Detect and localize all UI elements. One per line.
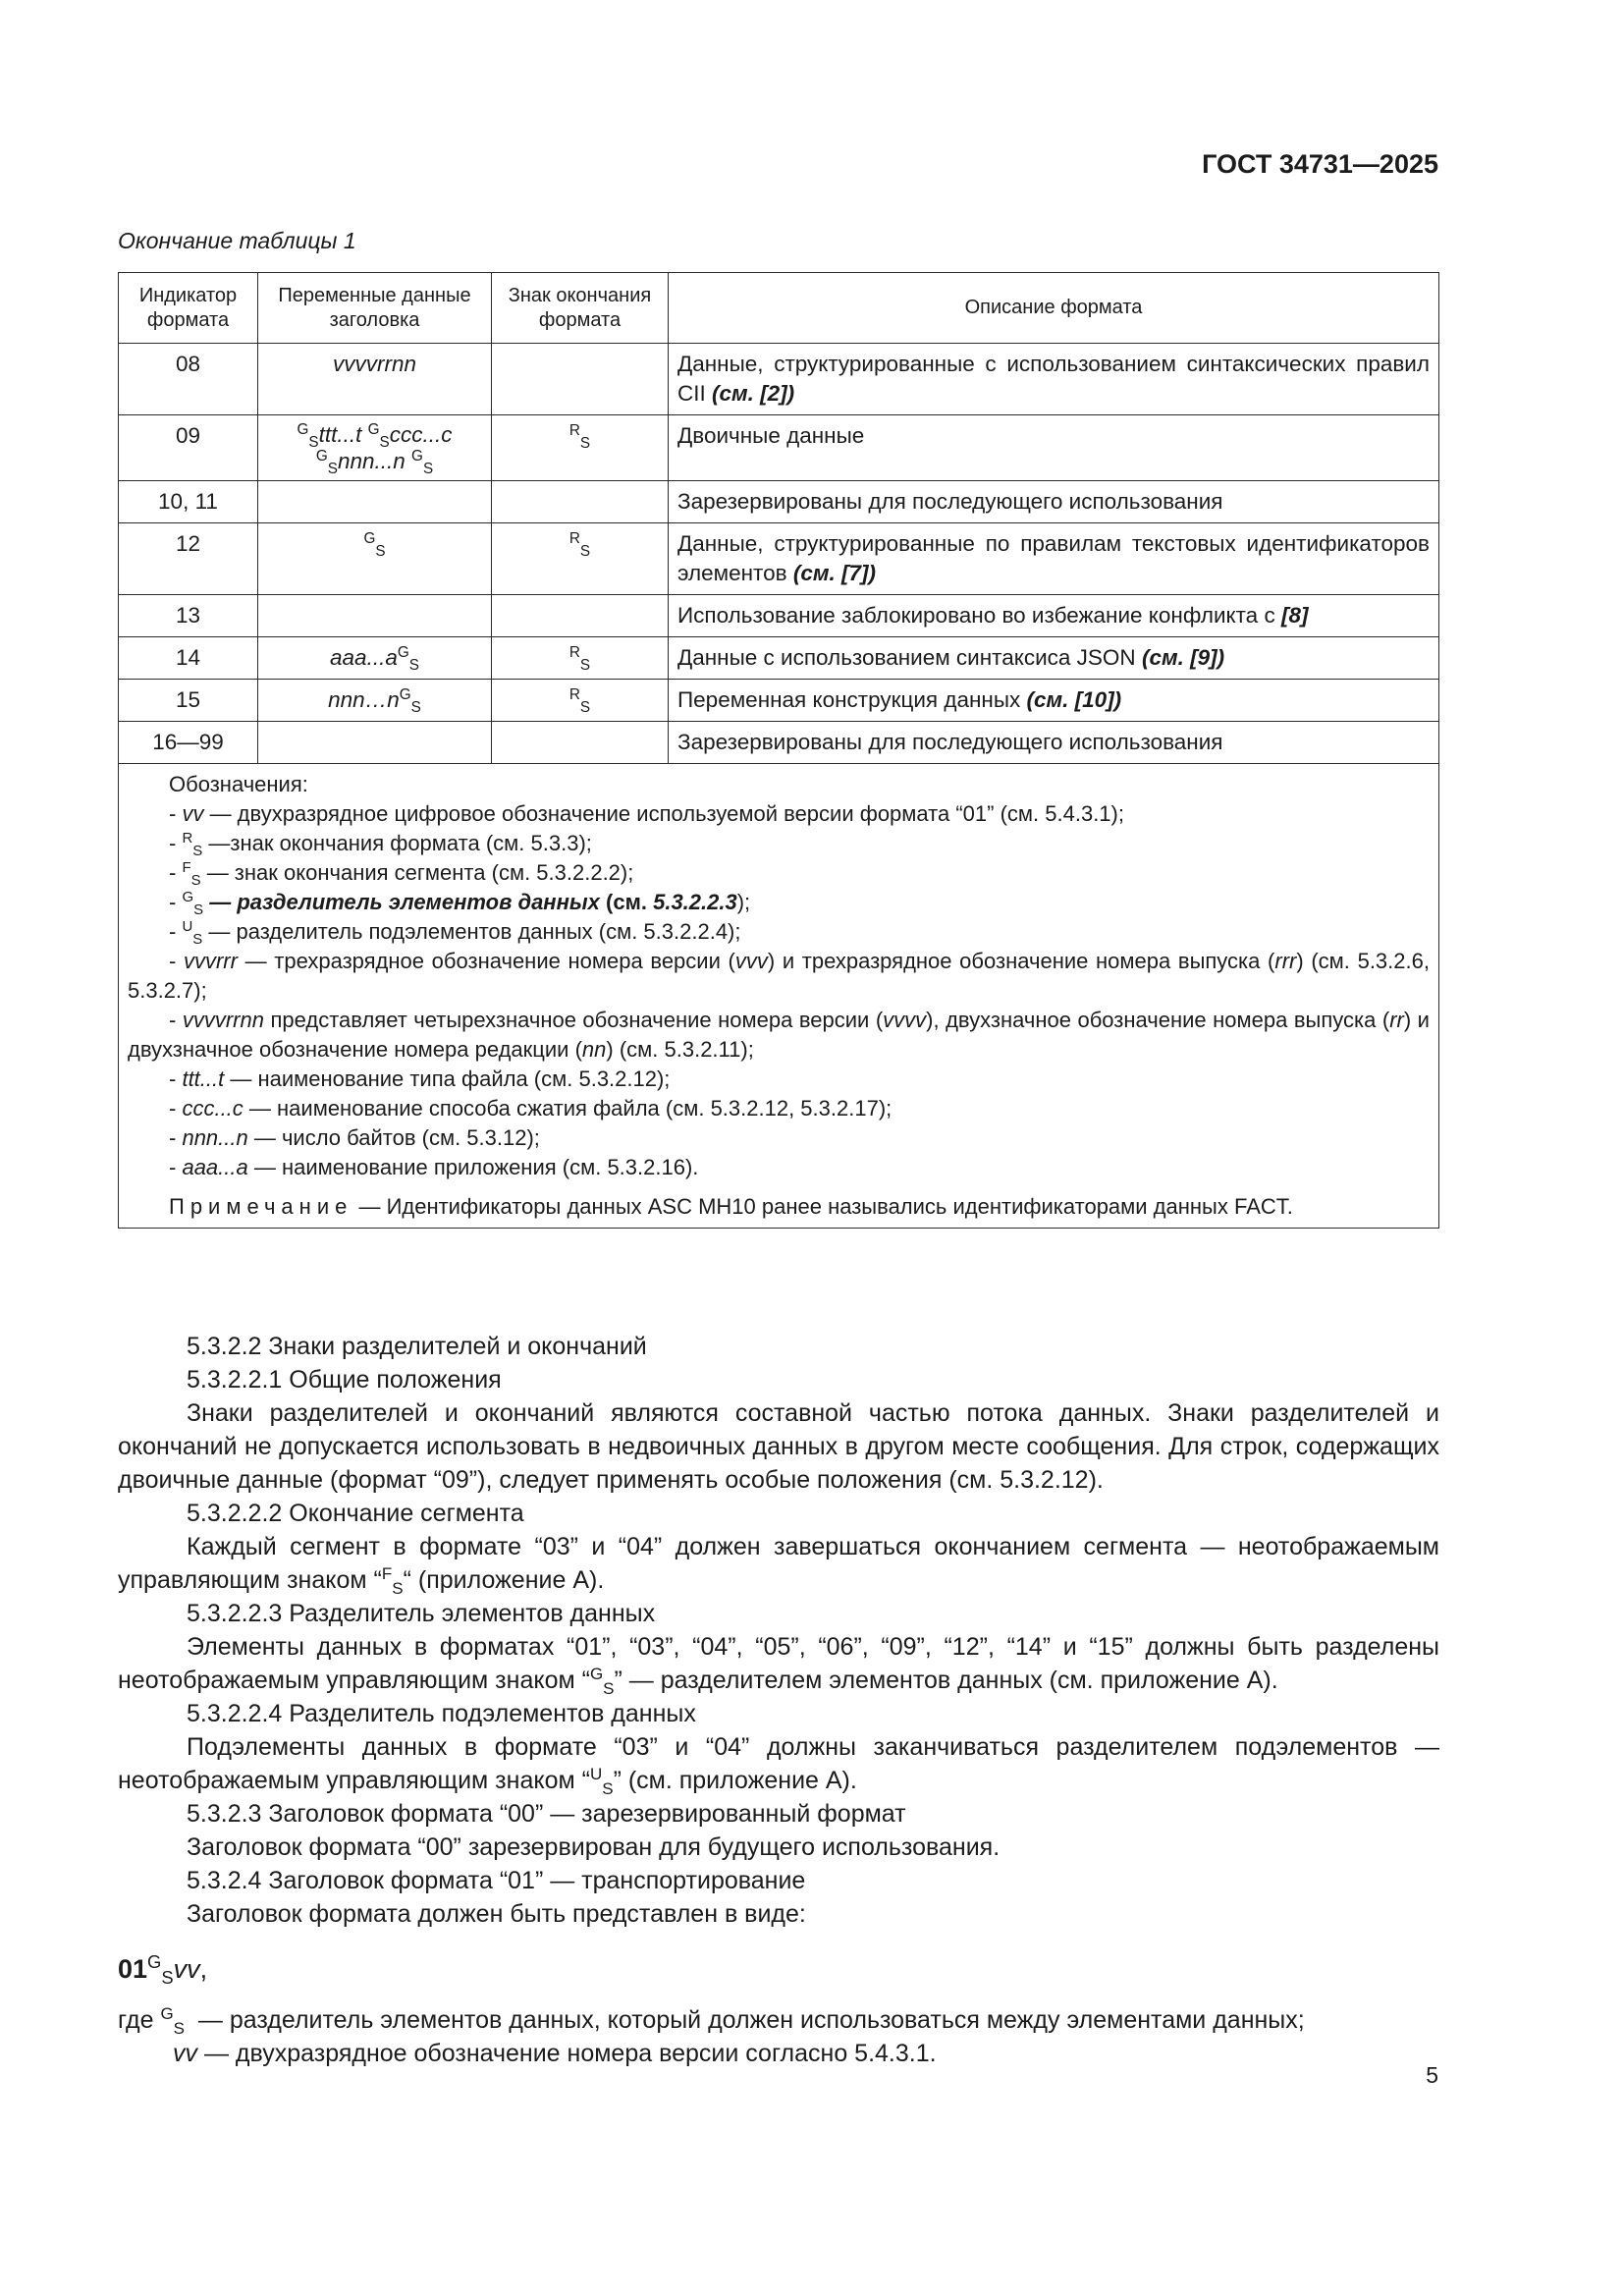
page-number: 5 (1426, 2062, 1438, 2088)
paragraph: Заголовок формата должен быть представлен в виде: (187, 1900, 806, 1928)
cell-description (669, 595, 1439, 637)
table-header-row (119, 273, 1439, 344)
reference: (см. [10]) (1026, 687, 1122, 712)
description-text: Данные с использованием синтаксиса JSON (677, 645, 1136, 670)
col-header-variables: Переменные данные заголовка (258, 273, 492, 344)
cell-description: Зарезервированы для последующего использования (669, 722, 1439, 764)
table-row (119, 595, 1439, 637)
cell-variables: $nnn\dots n^G_S$ (258, 680, 492, 722)
cell-variables (258, 481, 492, 523)
cell-indicator: 10, 11 (119, 481, 258, 523)
table-row (119, 722, 1439, 764)
legend-item: - ttt...t — наименование типа файла (см. 5.3.2.12); (169, 1066, 671, 1091)
legend-title: Обозначения: (169, 772, 308, 796)
table-legend-row (119, 764, 1439, 1229)
paragraph: Подэлементы данных в формате “03” и “04” должны заканчиваться разделителем подэлементов — неотображаемым управляющим знаком “$^U_S$” (см. приложение А). (118, 1733, 1439, 1798)
cell-variables: $^G_S$ttt...t $^G_S$ccc...c $^G_S$nnn...n $^G_S$ (258, 415, 492, 481)
table-row (119, 481, 1439, 523)
cell-terminator: $^R_S$ (492, 680, 669, 722)
table-row (119, 680, 1439, 722)
section-heading: 5.3.2.2.1 Общие положения (187, 1366, 502, 1394)
section-heading: 5.3.2.2.4 Разделитель подэлементов данных (187, 1700, 696, 1727)
note-text: — Идентификаторы данных ASC MH10 ранее назывались идентификаторами данных FACT. (352, 1194, 1293, 1219)
cell-variables (258, 595, 492, 637)
legend-item: - nnn...n — число байтов (см. 5.3.12); (169, 1125, 540, 1150)
cell-description: Двоичные данные (669, 415, 1439, 481)
body-text (118, 1330, 1439, 2070)
reference: (см. [9]) (1141, 645, 1225, 670)
col-header-description: Описание формата (669, 273, 1439, 344)
cell-description (669, 680, 1439, 722)
cell-variables: vvvvrrnn (258, 344, 492, 415)
reference: (см. [2]) (712, 381, 795, 406)
section-heading: 5.3.2.2 Знаки разделителей и окончаний (187, 1333, 647, 1360)
legend-item: - $^U_S$ — разделитель подэлементов данных (см. 5.3.2.2.4); (169, 917, 741, 949)
legend-item: - vv — двухразрядное цифровое обозначение используемой версии формата “01” (см. 5.4.3.1); (169, 801, 1124, 826)
cell-indicator: 16—99 (119, 722, 258, 764)
legend-item: - ccc...c — наименование способа сжатия файла (см. 5.3.2.12, 5.3.2.17); (169, 1096, 893, 1121)
cell-indicator: 15 (119, 680, 258, 722)
cell-terminator: $^R_S$ (492, 637, 669, 680)
cell-variables: $aaa...a^G_S$ (258, 637, 492, 680)
section-heading: 5.3.2.2.3 Разделитель элементов данных (187, 1600, 656, 1627)
section-heading: 5.3.2.3 Заголовок формата “00” — зарезервированный формат (187, 1800, 906, 1828)
table-note (128, 1192, 1430, 1222)
col-header-terminator: Знак окончания формата (492, 273, 669, 344)
note-label: Примечание (169, 1194, 353, 1219)
paragraph: Знаки разделителей и окончаний являются составной частью потока данных. Знаки разделителей и окончаний не допускается использовать в недвоичных данных в другом месте сообщения. Для строк, содержащих двоичные данные (формат “09”), следует применять особые положения (см. 5.3.2.12). (118, 1399, 1439, 1494)
legend-item: - vvvvrrnn представляет четырехзначное обозначение номера версии (vvvv), двухзначное обозначение номера выпуска (rr) и двухзначное обозначение номера редакции (nn) (см. 5.3.2.11); (128, 1008, 1430, 1062)
description-text: Использование заблокировано во избежание конфликта с (677, 603, 1275, 628)
formula: $01^G_Svv$, (118, 1950, 208, 1989)
cell-indicator: 14 (119, 637, 258, 680)
table-row (119, 637, 1439, 680)
cell-variables (258, 722, 492, 764)
legend-item: - aaa...a — наименование приложения (см. 5.3.2.16). (169, 1155, 699, 1179)
table-caption: Окончание таблицы 1 (118, 228, 356, 253)
cell-terminator (492, 481, 669, 523)
cell-indicator: 12 (119, 523, 258, 595)
legend-item: - $^R_S$ —знак окончания формата (см. 5.3.3); (169, 829, 592, 860)
cell-indicator: 09 (119, 415, 258, 481)
section-heading: 5.3.2.4 Заголовок формата “01” — транспортирование (187, 1867, 806, 1894)
legend-item: - vvvrrr — трехразрядное обозначение номера версии (vvv) и трехразрядное обозначение номера выпуска (rrr) (см. 5.3.2.6, 5.3.2.7); (128, 949, 1430, 1003)
table-row (119, 523, 1439, 595)
cell-terminator: $^R_S$ (492, 523, 669, 595)
description-text: Данные, структурированные по правилам текстовых идентификаторов элементов (677, 531, 1430, 585)
reference: (см. [7]) (792, 561, 876, 585)
section-heading: 5.3.2.2.2 Окончание сегмента (187, 1500, 524, 1527)
paragraph: Каждый сегмент в формате “03” и “04” должен завершаться окончанием сегмента — неотображаемым управляющим знаком “$^F_S$“ (приложение А). (118, 1533, 1439, 1598)
paragraph: Элементы данных в форматах “01”, “03”, “04”, “05”, “06”, “09”, “12”, “14” и “15” должны быть разделены неотображаемым управляющим знаком “$^G_S$” — разделителем элементов данных (см. приложение А). (118, 1633, 1439, 1698)
cell-indicator: 08 (119, 344, 258, 415)
cell-terminator: $^R_S$ (492, 415, 669, 481)
table-row (119, 344, 1439, 415)
legend-cell (119, 764, 1439, 1229)
reference: [8] (1280, 603, 1309, 628)
cell-description (669, 344, 1439, 415)
cell-description (669, 523, 1439, 595)
description-text: Переменная конструкция данных (677, 687, 1021, 712)
cell-indicator: 13 (119, 595, 258, 637)
cell-terminator (492, 722, 669, 764)
paragraph: Заголовок формата “00” зарезервирован для будущего использования. (187, 1833, 1001, 1861)
legend-item: - $^F_S$ — знак окончания сегмента (см. 5.3.2.2.2); (169, 858, 634, 890)
cell-terminator (492, 595, 669, 637)
cell-description (669, 637, 1439, 680)
cell-description: Зарезервированы для последующего использования (669, 481, 1439, 523)
where-clause: где $^G_S$ — разделитель элементов данных, который должен использоваться между элементами данных; (118, 2003, 1305, 2038)
legend-item: - $^G_S$ — разделитель элементов данных (см. 5.3.2.2.3); (169, 888, 751, 919)
cell-terminator (492, 344, 669, 415)
col-header-indicator: Индикатор формата (119, 273, 258, 344)
format-table (118, 272, 1439, 1229)
description-text: Данные, структурированные с использованием синтаксических правил CII (677, 352, 1430, 406)
cell-variables: $^G_S$ (258, 523, 492, 595)
standard-code: ГОСТ 34731—2025 (1202, 149, 1438, 179)
table-row (119, 415, 1439, 481)
where-clause: vv — двухразрядное обозначение номера версии согласно 5.4.3.1. (173, 2040, 937, 2067)
